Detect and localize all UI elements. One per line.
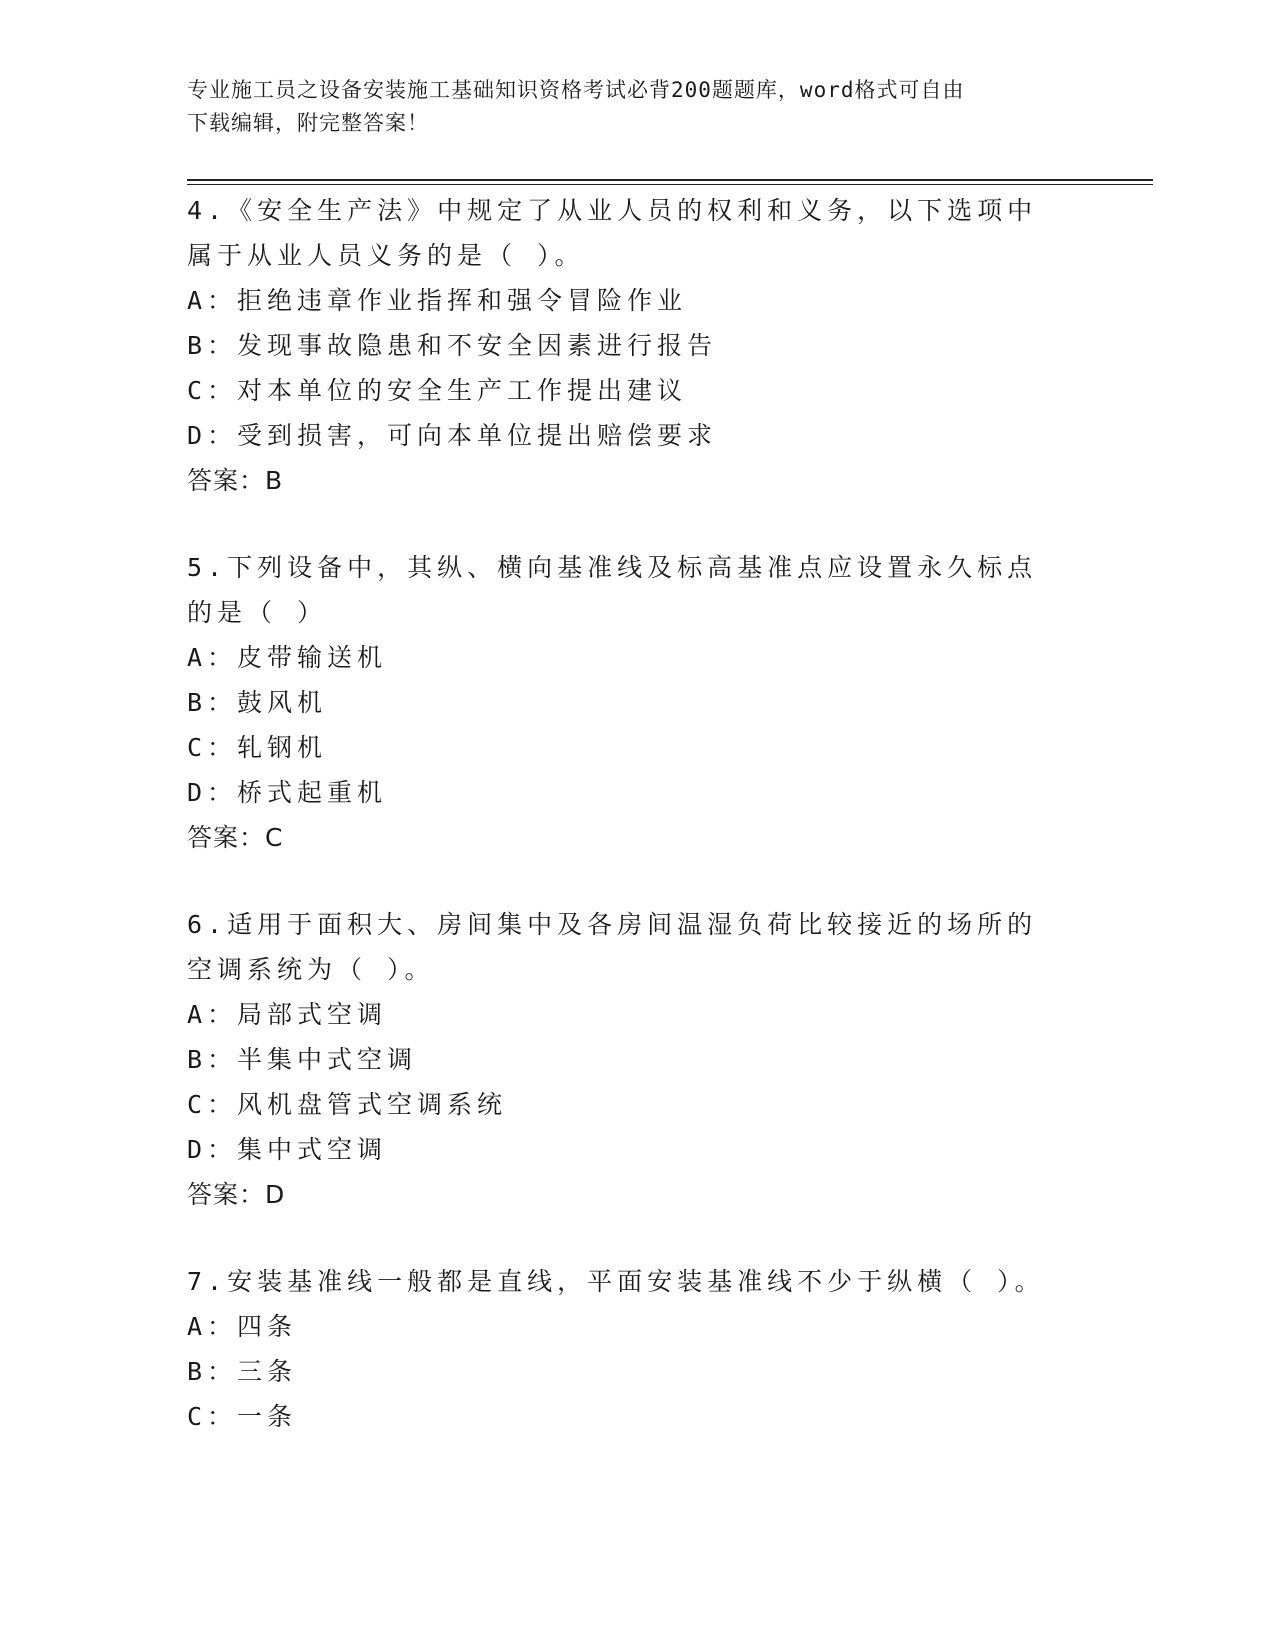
option-c: C：轧钢机 — [187, 733, 328, 762]
option-d: D：集中式空调 — [187, 1135, 388, 1164]
option-b: B：半集中式空调 — [187, 1045, 418, 1074]
option-a: A：皮带输送机 — [187, 643, 388, 672]
option-b: B：鼓风机 — [187, 688, 328, 717]
header-line-1: 专业施工员之设备安装施工基础知识资格考试必背200题题库，word格式可自由 — [187, 78, 965, 102]
question-item — [187, 188, 1067, 503]
option-d: D：桥式起重机 — [187, 778, 388, 807]
option-c: C：风机盘管式空调系统 — [187, 1090, 508, 1119]
question-stem: 7.安装基准线一般都是直线，平面安装基准线不少于纵横（ ）。 — [187, 1267, 1045, 1296]
document-header — [187, 74, 1067, 140]
header-line-2: 下载编辑，附完整答案！ — [187, 111, 429, 135]
option-a: A：拒绝违章作业指挥和强令冒险作业 — [187, 286, 688, 315]
option-c: C：一条 — [187, 1402, 298, 1431]
option-a: A：局部式空调 — [187, 1000, 388, 1029]
header-divider-thick — [187, 179, 1153, 181]
question-stem: 4.《安全生产法》中规定了从业人员的权利和义务，以下选项中属于从业人员义务的是（ ）。 — [187, 196, 1038, 270]
question-stem: 5.下列设备中，其纵、横向基准线及标高基准点应设置永久标点的是（ ） — [187, 553, 1038, 627]
answer-text: 答案：B — [187, 466, 284, 495]
option-c: C：对本单位的安全生产工作提出建议 — [187, 376, 688, 405]
answer-text: 答案：C — [187, 823, 284, 852]
question-list — [187, 188, 1067, 1481]
question-item — [187, 902, 1067, 1217]
option-b: B：发现事故隐患和不安全因素进行报告 — [187, 331, 718, 360]
question-item — [187, 1259, 1067, 1439]
header-divider-thin — [187, 184, 1153, 185]
question-stem: 6.适用于面积大、房间集中及各房间温湿负荷比较接近的场所的空调系统为（ ）。 — [187, 910, 1038, 984]
answer-text: 答案：D — [187, 1180, 286, 1209]
option-b: B：三条 — [187, 1357, 298, 1386]
question-item — [187, 545, 1067, 860]
option-d: D：受到损害，可向本单位提出赔偿要求 — [187, 421, 718, 450]
option-a: A：四条 — [187, 1312, 298, 1341]
